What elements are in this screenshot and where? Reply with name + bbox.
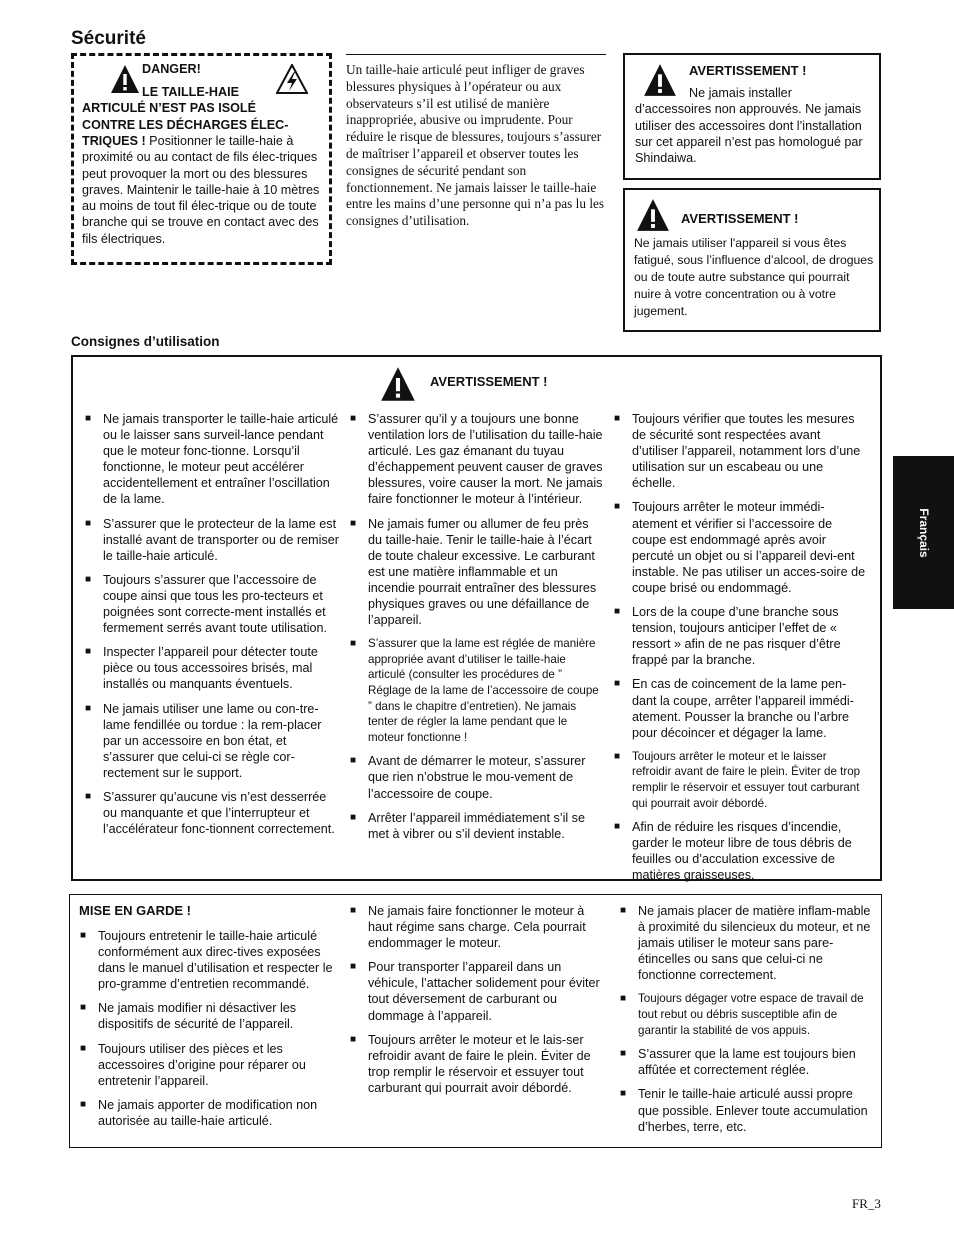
list-item: ■ Avant de démarrer le moteur, s’assurer que rien n’obstrue le mou-vement de l’accessoire de coupe. [350,753,604,801]
danger-box [71,53,332,265]
consignes-box [71,355,882,881]
danger-line-3: CONTRE LES DÉCHARGES ÉLEC- [82,117,289,132]
list-item: ■ Toujours arrêter le moteur et le lais-ser refroidir avant de faire le plein. Éviter de trop remplir le réservoir et essuyer tout carburant qui pourrait avoir débordé. [350,1032,604,1096]
caution-box [69,894,882,1148]
list-item: ■ S’assurer que la lame est réglée de manière appropriée avant d’utiliser le taille-haie articulé (consulter les procédures de ” Réglage de la lame de l’accessoire de coupe ” dans le chapitre d’entretien). Ne jamais tenter de régler la lame pendant que le moteur fonctionne ! [350,636,604,745]
list-item: ■ Ne jamais modifier ni désactiver les dispositifs de sécurité de l’appareil. [80,1000,334,1032]
list-item: ■ En cas de coincement de la lame pen-dant la coupe, arrêter l’appareil immédi-atement. Pousser la branche ou l’arbre pour décoincer et dégager la lame. [614,676,868,740]
list-item: ■ Ne jamais utiliser une lame ou con-tre-lame fendillée ou tordue : la rem-placer par un accessoire en bon état, et s’assurer que celui-ci se règle cor-rectement sur le support. [85,701,339,781]
warning-box-2 [623,188,881,332]
consignes-col-2 [350,411,604,850]
consignes-warning-heading: AVERTISSEMENT ! [430,374,548,389]
list-item: ■ Ne jamais apporter de modification non autorisée au taille-haie articulé. [80,1097,334,1129]
warning-1-body: Ne jamais installer d’accessoires non approuvés. Ne jamais utiliser des accessoires dont l’installation sur cet appareil n’est pas homologué par Shindaiwa. [635,86,863,166]
list-item: ■ Ne jamais transporter le taille-haie articulé ou le laisser sans surveil-lance pendant que le moteur fonc-tionne. Lorsqu’il fonctionne, le moteur peut accélérer accidentellement et entraîner l’oscillation de la lame. [85,411,339,508]
list-item: ■ Afin de réduire les risques d’incendie, garder le moteur libre de tous débris de feuilles ou d’acculation excessive de matières graisseuses. [614,819,868,883]
danger-heading: DANGER! [142,62,201,76]
consignes-col-3 [614,411,868,892]
warning-2-body: Ne jamais utiliser l'appareil si vous êtes fatigué, sous l’influence d’alcool, de drogues ou de toute autre substance qui pourrait nuire à votre concentration ou à votre jugement. [634,236,874,318]
list-item: ■ S’assurer que le protecteur de la lame est installé avant de transporter ou de remiser le taille-haie articulé. [85,516,339,564]
intro-rule [346,54,606,55]
list-item: ■ Toujours s’assurer que l’accessoire de coupe ainsi que tous les pro-tecteurs et poignées sont correcte-ment installés et fermement serrés avant toute utilisation. [85,572,339,636]
caution-col-2 [350,903,604,1104]
danger-line-2: ARTICULÉ N’EST PAS ISOLÉ [82,101,256,116]
page-number: FR_3 [852,1196,881,1211]
list-item: ■ Ne jamais placer de matière inflam-mable à proximité du silencieux du moteur, et ne jamais utiliser le moteur sans pare-étincelles ou sans que celui-ci ne fonctionne correctement. [620,903,874,983]
list-item: ■ Ne jamais fumer ou allumer de feu près du taille-haie. Tenir le taille-haie à l’écart de toute chaleur excessive. Le carburant est une matière inflammable et un incendie pourrait entraîner des blessures physiques graves ou une défaillance de l’appareil. [350,516,604,629]
consignes-col-1 [85,411,339,845]
list-item: ■ Toujours dégager votre espace de travail de tout rebut ou débris susceptible afin de garantir la stabilité de vos appuis. [620,991,874,1038]
consignes-heading: Consignes d’utilisation [71,334,220,349]
language-tab [893,456,954,609]
list-item: ■ Tenir le taille-haie articulé aussi propre que possible. Enlever toute accumulation d’herbes, terre, etc. [620,1086,874,1134]
danger-line-4: TRIQUES ! [82,134,146,148]
list-item: ■ Toujours utiliser des pièces et les accessoires d’origine pour réparer ou entretenir l’appareil. [80,1041,334,1089]
list-item: ■ Inspecter l’appareil pour détecter toute pièce ou tous accessoires brisés, mal installés ou manquants éventuels. [85,644,339,692]
caution-col-1 [80,928,334,1137]
list-item: ■ S’assurer qu’aucune vis n’est desserrée ou manquante et que l’interrupteur et l’accélérateur fonc-tionnent correctement. [85,789,339,837]
danger-body: Positionner le taille-haie à proximité ou au contact de fils élec-triques peut provoquer la mort ou des blessures graves. Maintenir le taille-haie à 10 mètres au moins de tout fil élec-trique ou de toute branche qui se trouve en contact avec des fils électriques. [82,134,320,246]
warning-box-1 [623,53,881,180]
language-tab-label: Français [917,507,931,558]
list-item: ■ Arrêter l’appareil immédiatement s’il se met à vibrer ou s’il devient instable. [350,810,604,842]
caution-heading: MISE EN GARDE ! [79,903,191,918]
list-item: ■ Toujours arrêter le moteur immédi-atement et vérifier si l’accessoire de coupe est endommagé après avoir percuté un objet ou si l’appareil devi-ent instable. Ne pas utiliser un acces-soire de coupe brisé ou endommagé. [614,499,868,596]
warning-2-heading: AVERTISSEMENT ! [681,211,799,226]
list-item: ■ Lors de la coupe d’une branche sous tension, toujours anticiper l’effet de « ressort » afin de ne pas risquer d’être frappé par la branche. [614,604,868,668]
page-title: Sécurité [71,28,146,49]
list-item: ■ S’assurer que la lame est toujours bien affûtée et correctement réglée. [620,1046,874,1078]
warning-1-heading: AVERTISSEMENT ! [689,63,807,78]
danger-line-1: LE TAILLE-HAIE [142,85,240,99]
list-item: ■ S’assurer qu’il y a toujours une bonne ventilation lors de l’utilisation du taille-haie articulé. Les gaz émanant du tuyau d’échappement peuvent causer de graves blessures, voire causer la mort. Ne jamais faire fonctionner le moteur à l’intérieur. [350,411,604,508]
warning-triangle-icon [379,366,417,402]
warning-triangle-icon [635,198,671,232]
intro-text: Un taille-haie articulé peut infliger de graves blessures physiques à l’opérateur ou aux observateurs s’il est utilisé de manière inappropriée, abusive ou imprudente. Pour réduire le risque de blessures, toujours s’assurer de maîtriser l’appareil et observer toutes les consignes de sécurité pendant son fonctionnement. Ne jamais laisser le taille-haie entre les mains d’une personne qui n’a pas lu les consignes d’utilisation. [346,62,605,229]
list-item: ■ Toujours arrêter le moteur et le laisser refroidir avant de faire le plein. Éviter de trop remplir le réservoir et essuyer tout carburant qui pourrait avoir débordé. [614,749,868,811]
list-item: ■ Toujours entretenir le taille-haie articulé conformément aux direc-tives exposées dans le manuel d’utilisation et respecter le pro-gramme d’entretien recommandé. [80,928,334,992]
list-item: ■ Pour transporter l’appareil dans un véhicule, l’attacher solidement pour éviter tout déversement de carburant ou dommage à l’appareil. [350,959,604,1023]
caution-col-3 [620,903,874,1143]
list-item: ■ Ne jamais faire fonctionner le moteur à haut régime sans charge. Cela pourrait endommager le moteur. [350,903,604,951]
list-item: ■ Toujours vérifier que toutes les mesures de sécurité sont respectées avant d’utiliser l’appareil, notamment lors d’une utilisation sur un escabeau ou une échelle. [614,411,868,491]
